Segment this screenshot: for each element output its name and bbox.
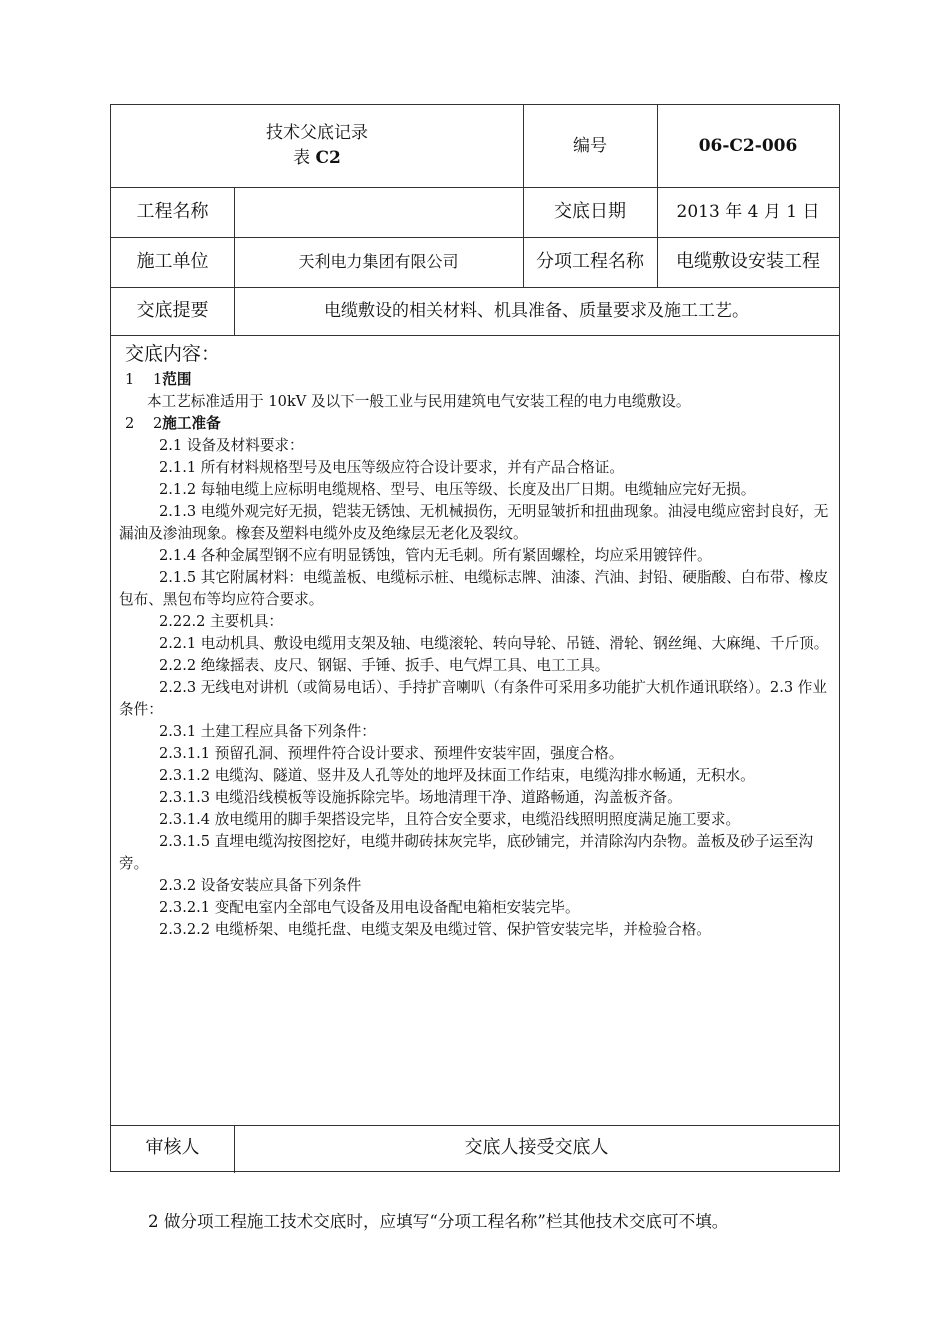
content-line: 2.2.3 无线电对讲机（或简易电话）、手持扩音喇叭（有条件可采用多功能扩大机作通讯联络）。2.3 作业条件： [119,679,827,718]
content-line: 2.3.1.2 电缆沟、隧道、竖井及人孔等处的地坪及抹面工作结束，电缆沟排水畅通，无积水。 [159,767,755,784]
section-1-heading: 1 1 范围 [119,369,833,391]
content-line: 2.3.2.2 电缆桥架、电缆托盘、电缆支架及电缆过管、保护管安装完毕，并检验合格。 [159,921,711,938]
content-line: 2.3.1 土建工程应具备下列条件： [159,723,376,740]
content-line: 2.1 设备及材料要求： [159,437,304,454]
unit-label: 施工单位 [136,250,209,272]
form-title-line1: 技术父底记录 [266,123,368,144]
content-line: 2.1.1 所有材料规格型号及电压等级应符合设计要求，并有产品合格证。 [159,459,624,476]
date-label: 交底日期 [554,200,626,222]
summary-value: 电缆敷设的相关材料、机具准备、质量要求及施工工艺。 [324,300,749,321]
rule [111,335,839,336]
unit-value: 天利电力集团有限公司 [298,252,459,272]
content-line: 2.3.1.3 电缆沿线模板等设施拆除完毕。场地清理干净、道路畅通，沟盖板齐备。 [159,789,682,806]
content-line: 2.1.3 电缆外观完好无损，铠装无锈蚀、无机械损伤，无明显皱折和扭曲现象。油浸电缆应密封良好，无漏油及渗油现象。橡套及塑料电缆外皮及绝缘层无老化及裂纹。 [119,503,829,542]
date-value: 2013 年 4 月 1 日 [676,201,820,222]
handover-label: 交底人接受交底人 [464,1136,609,1158]
subproject-value: 电缆敷设安装工程 [676,250,820,272]
section-2-title: 施工准备 [162,415,221,432]
content-line: 2.3.1.4 放电缆用的脚手架搭设完毕，且符合安全要求，电缆沿线照明照度满足施工要求。 [159,811,741,828]
technical-briefing-form [110,104,840,1172]
footnote: 2 做分项工程施工技术交底时，应填写“分项工程名称”栏其他技术交底可不填。 [148,1212,729,1231]
content-line: 2.1.5 其它附属材料：电缆盖板、电缆标示桩、电缆标志牌、油漆、汽油、封铅、硬脂酸、白布带、橡皮包布、黑包布等均应符合要求。 [119,569,829,608]
content-line: 2.2.2 绝缘摇表、皮尺、钢锯、手锤、扳手、电气焊工具、电工工具。 [159,657,610,674]
content-line: 2.3.1.1 预留孔洞、预埋件符合设计要求、预埋件安装牢固，强度合格。 [159,745,624,762]
content-line: 2.2.1 电动机具、敷设电缆用支架及轴、电缆滚轮、转向导轮、吊链、滑轮、钢丝绳、大麻绳、千斤顶。 [159,635,829,652]
section-1-title: 范围 [162,371,192,388]
reviewer-label: 审核人 [145,1136,200,1158]
content-line: 2.1.2 每轴电缆上应标明电缆规格、型号、电压等级、长度及出厂日期。电缆轴应完好无损。 [159,481,756,498]
project-name-label: 工程名称 [136,200,209,222]
content-line: 2.3.2 设备安装应具备下列条件 [159,877,362,894]
project-name-value[interactable] [234,187,523,237]
form-title [111,105,523,187]
content-line: 2.3.1.5 直埋电缆沟按图挖好，电缆井砌砖抹灰完毕，底砂铺完，并清除沟内杂物。盖板及砂子运至沟旁。 [119,833,814,872]
content-line: 2.22.2 主要机具： [159,613,284,630]
form-title-line2: 表 C2 [293,148,341,168]
form-code: C2 [315,148,341,168]
section-1-text: 本工艺标准适用于 10kV 及以下一般工业与民用建筑电气安装工程的电力电缆敷设。 [147,393,691,410]
summary-label: 交底提要 [136,299,209,321]
content-line: 2.1.4 各种金属型钢不应有明显锈蚀，管内无毛刺。所有紧固螺栓，均应采用镀锌件。 [159,547,712,564]
briefing-content [111,339,839,941]
content-line: 2.3.2.1 变配电室内全部电气设备及用电设备配电箱柜安装完毕。 [159,899,580,916]
subproject-label: 分项工程名称 [536,250,644,272]
section-2-heading: 2 2 施工准备 [119,413,833,435]
content-title: 交底内容： [125,343,221,365]
number-value: 06-C2-006 [698,135,798,156]
number-label: 编号 [573,135,607,156]
